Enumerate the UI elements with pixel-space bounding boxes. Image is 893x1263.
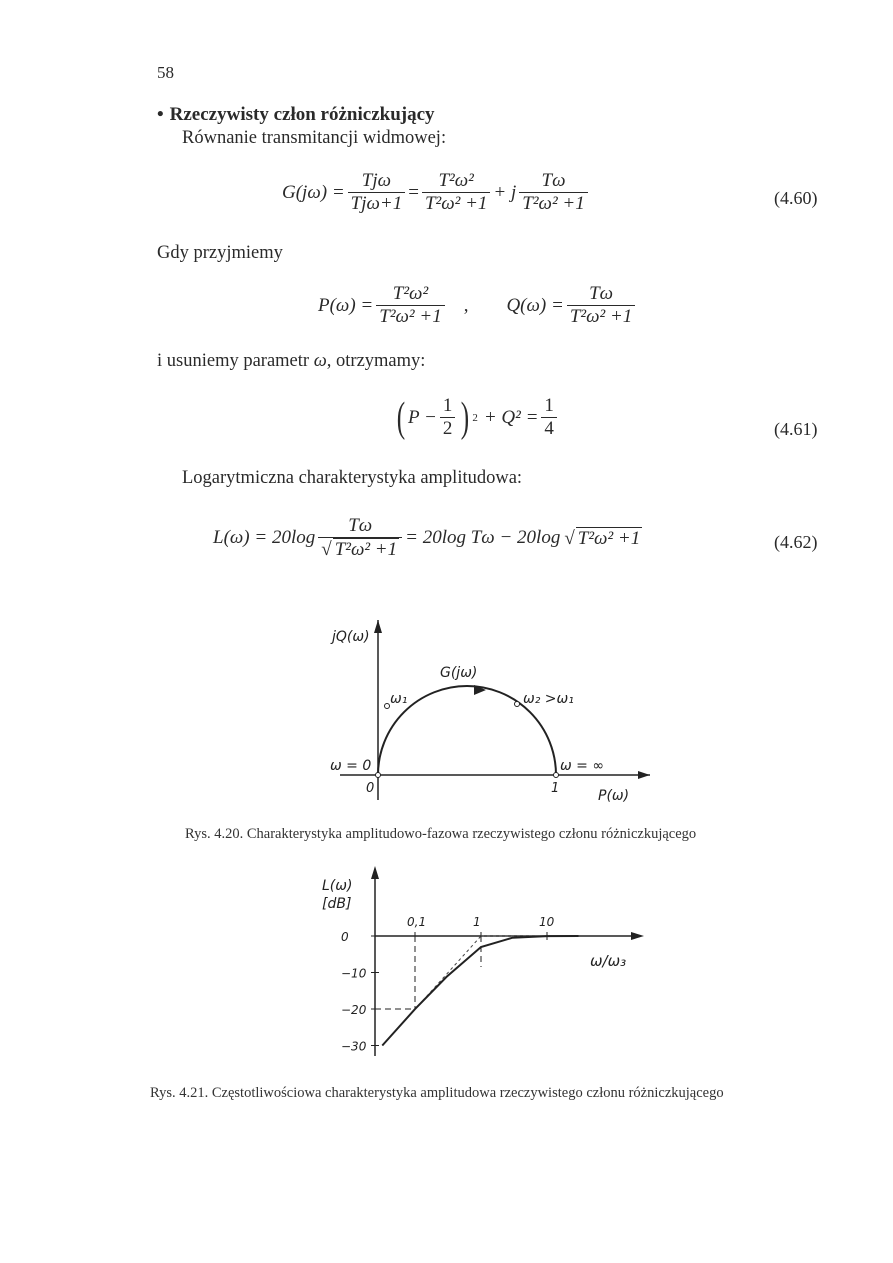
definition-Q: Q(ω) =: [506, 294, 564, 316]
point-w1: [385, 704, 390, 709]
figure-bode-plot: [300, 860, 670, 1065]
eq460-fraction-1: $\frac{\text{Tjω}}{\text{Tjω+1}}$: [348, 170, 406, 216]
equation-number-4-60: (4.60): [774, 188, 818, 208]
intro-text: Równanie transmitancji widmowej:: [182, 128, 447, 148]
point-w2: [515, 702, 520, 707]
point-one: [554, 773, 559, 778]
definition-P: P(ω) = $\frac{\text{T²ω²}}{\text{T²ω² +1}}$ , Q(ω) = $\frac{T\omega}{\text{T²ω² +1}}$: [318, 283, 638, 329]
label-w2: ω₂ >ω₁: [523, 691, 574, 707]
y-tick-label: −20: [341, 1003, 367, 1017]
magnitude-curve: [382, 936, 578, 1046]
equation-number-4-61: (4.61): [774, 419, 818, 439]
bode-y-label-2: [dB]: [322, 896, 352, 912]
bode-lines: [375, 936, 579, 1046]
x-tick-label: 10: [539, 915, 555, 929]
equation-number-4-62: (4.62): [774, 532, 818, 552]
label-w0: ω = 0: [330, 758, 372, 774]
section-title: Rzeczywisty człon różniczkujący: [169, 104, 435, 125]
page-number: 58: [157, 63, 174, 82]
assume-text: Gdy przyjmiemy: [157, 243, 283, 263]
equation-4-60: G(jω) = $\frac{\text{Tjω}}{\text{Tjω+1}}$ = $\frac{\text{T²ω²}}{\text{T²ω² +1}}$ + j $\frac{T\omega}{\text{T²ω² +1}}$: [282, 170, 591, 216]
x-tick-label: 0,1: [407, 915, 427, 929]
eq460-fraction-2: $\frac{\text{T²ω²}}{\text{T²ω² +1}}$: [422, 170, 490, 216]
y-tick-label: −10: [341, 966, 367, 981]
x-tick-label: 1: [473, 915, 481, 929]
equation-4-62: L(ω) = 20log $\frac{T\omega}{\text{√ T²ω² +1}}$ = 20log Tω − 20log √ T²ω² +1: [213, 515, 641, 560]
y-axis-arrow-icon: [374, 620, 382, 633]
remove-param-text: i usuniemy parametr ω, otrzymamy:: [157, 351, 426, 371]
log-char-text: Logarytmiczna charakterystyka amplitudowa:: [182, 468, 523, 488]
point-origin: [376, 773, 381, 778]
y-axis-label: jQ(ω): [332, 629, 370, 645]
tick-zero: 0: [366, 781, 375, 796]
bode-y-label-1: L(ω): [322, 878, 353, 894]
section-heading: [157, 104, 435, 126]
bullet-icon: •: [157, 104, 164, 125]
x-axis-arrow-icon: [638, 771, 650, 779]
x-axis-label: P(ω): [598, 788, 630, 804]
eq460-fraction-3: $\frac{T\omega}{\text{T²ω² +1}}$: [519, 170, 587, 216]
curve-label: G(jω): [440, 665, 478, 681]
tick-one: 1: [551, 781, 560, 796]
bode-x-label: ω/ω₃: [590, 952, 627, 970]
figure-nyquist-diagram: [310, 615, 660, 815]
figure-4-20-caption: Rys. 4.20. Charakterystyka amplitudowo-fazowa rzeczywistego członu różniczkującego: [185, 826, 697, 842]
eq460-lhs: G(jω) =: [282, 181, 345, 203]
bode-y-axis-arrow-icon: [371, 866, 379, 879]
y-tick-label: −30: [341, 1039, 367, 1054]
label-winf: ω = ∞: [560, 758, 605, 774]
label-w1: ω₁: [390, 691, 408, 707]
equation-4-61: ( P − $\frac{1}{2}$ ) 2 + Q² = $\frac{1}{4}$: [394, 395, 560, 441]
bode-x-axis-arrow-icon: [631, 932, 644, 940]
figure-4-21-caption: Rys. 4.21. Częstotliwościowa charakterystyka amplitudowa rzeczywistego członu różniczkującego: [150, 1085, 724, 1101]
y-tick-label: 0: [341, 930, 349, 944]
